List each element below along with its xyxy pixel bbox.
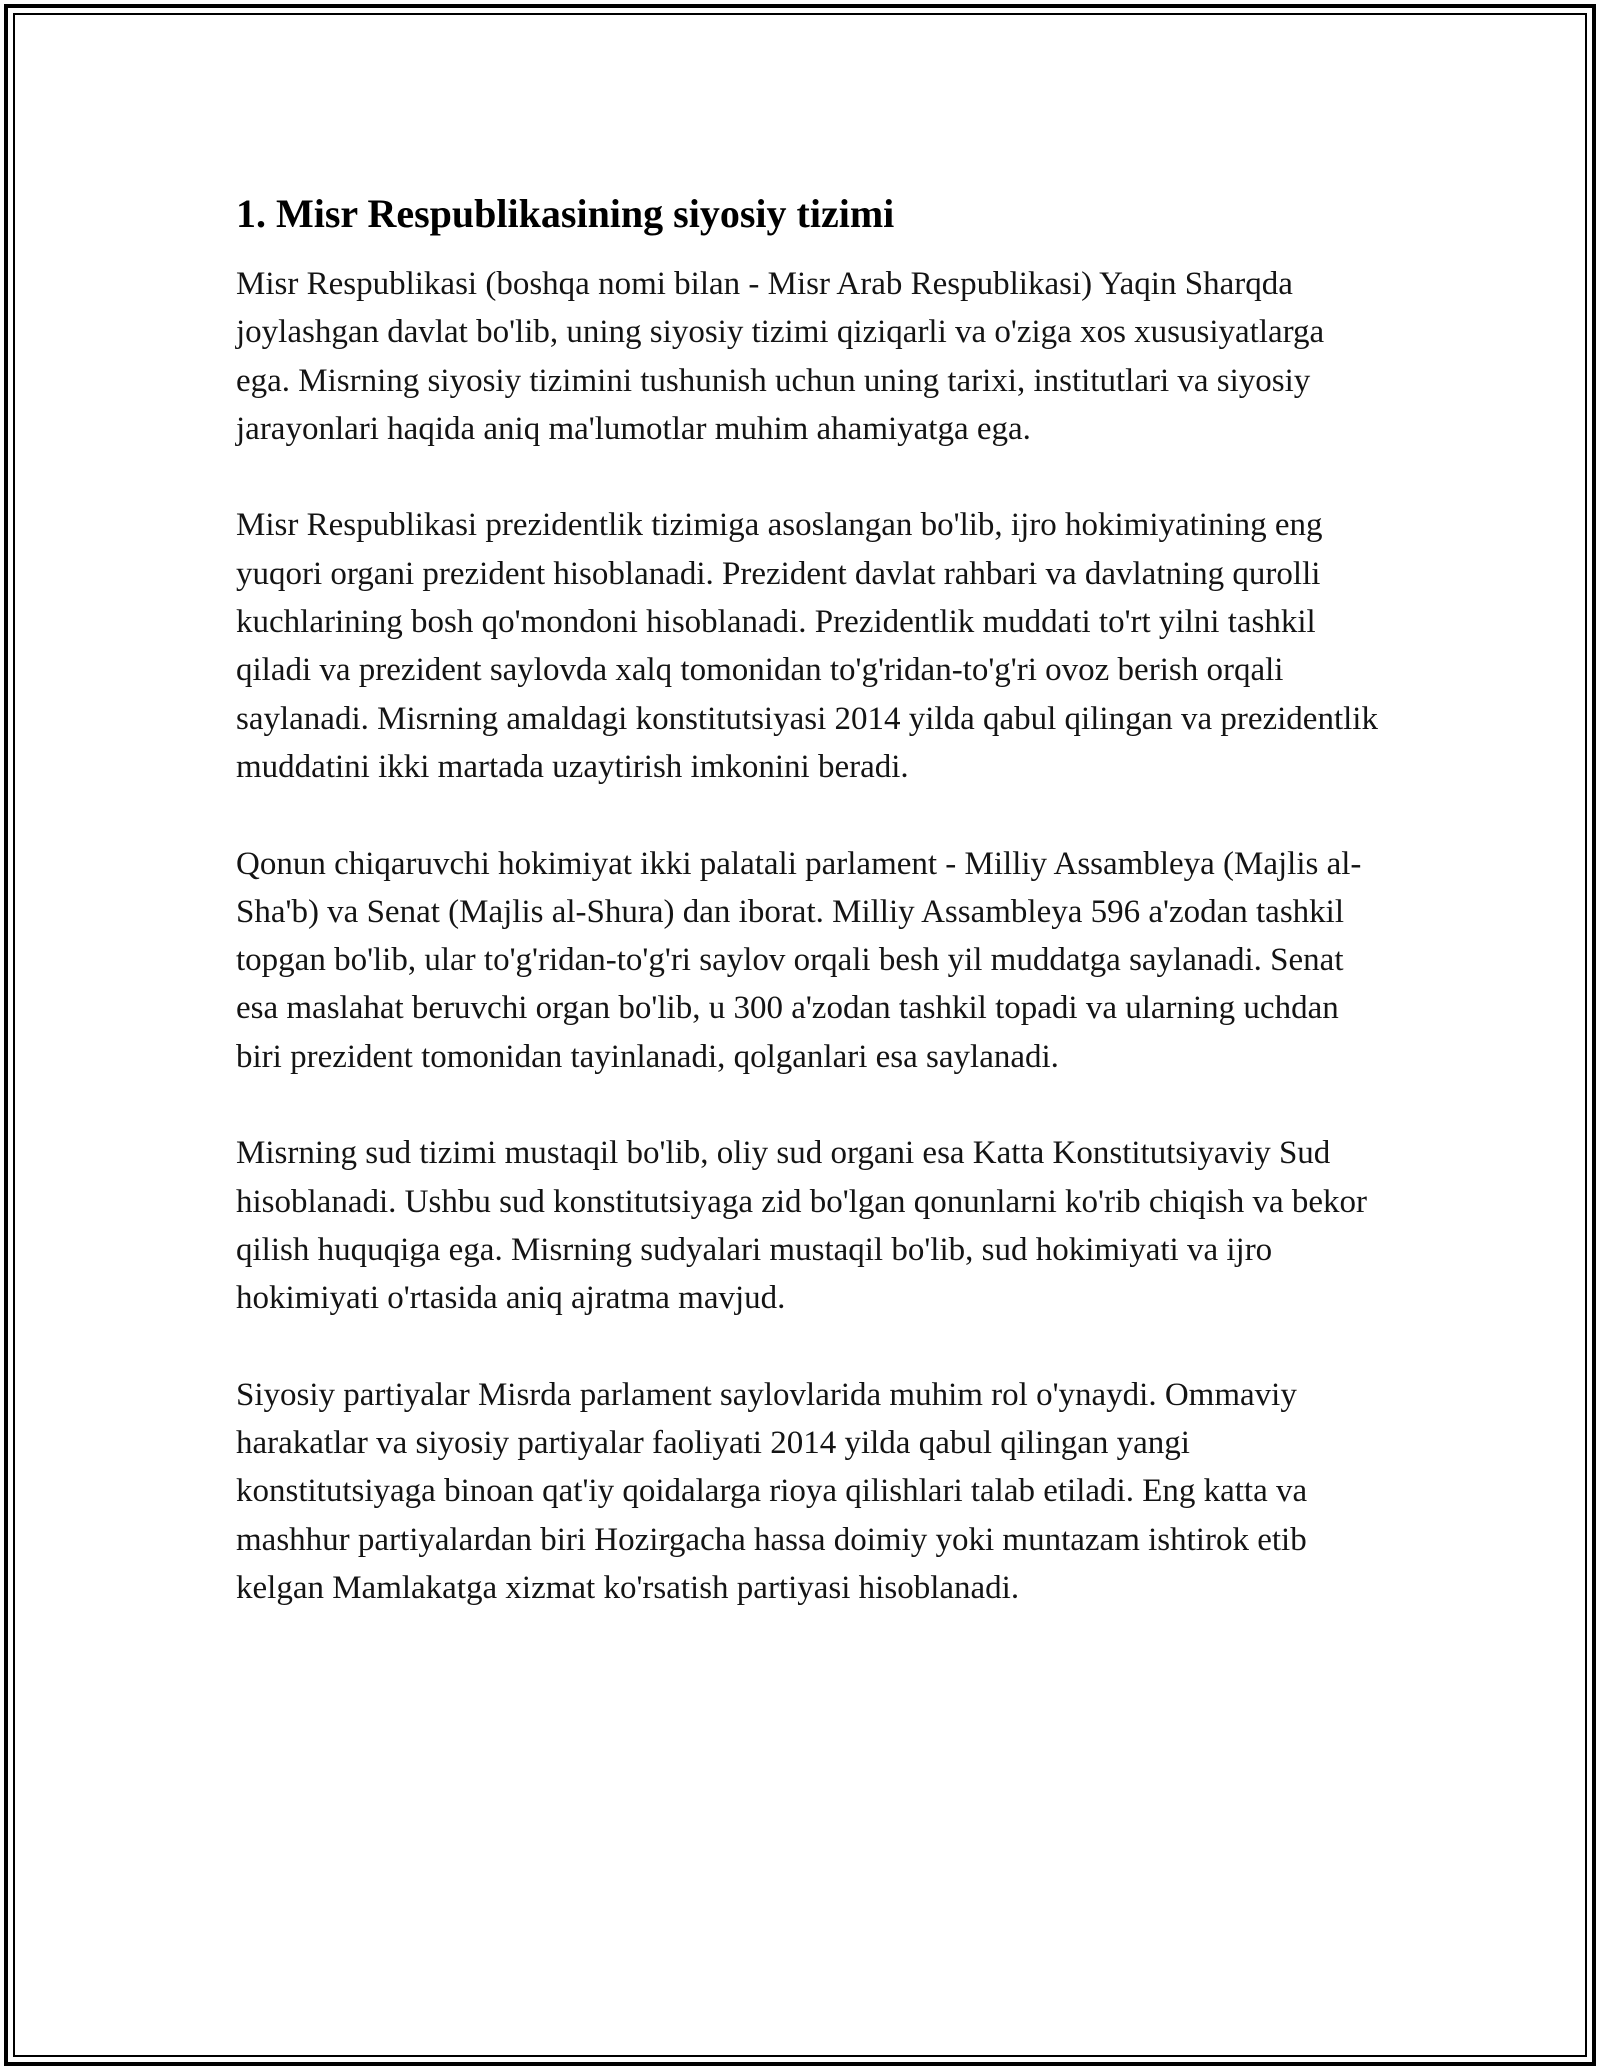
section-title: 1. Misr Respublikasining siyosiy tizimi (236, 191, 895, 236)
paragraph-parties: Siyosiy partiyalar Misrda parlament saylovlarida muhim rol o'ynaydi. Ommaviy harakatlar va siyosiy partiyalar faoliyati 2014 yilda qabul qilingan yangi konstitutsiyaga binoan qat'iy qoidalarga rioya qilishlari talab etiladi. Eng katta va mashhur partiyalardan biri Hozirgacha hassa doimiy yoki muntazam ishtirok etib kelgan Mamlakatga xizmat ko'rsatish partiyasi hisoblanadi. (236, 1376, 1308, 1607)
document-body (236, 186, 1386, 1661)
paragraph-intro: Misr Respublikasi (boshqa nomi bilan - Misr Arab Respublikasi) Yaqin Sharqda joylashgan davlat bo'lib, uning siyosiy tizimi qiziqarli va o'ziga xos xususiyatlarga ega. Misrning siyosiy tizimini tushunish uchun uning tarixi, institutlari va siyosiy jarayonlari haqida aniq ma'lumotlar muhim ahamiyatga ega. (236, 266, 1325, 447)
paragraph-executive: Misr Respublikasi prezidentlik tizimiga asoslangan bo'lib, ijro hokimiyatining eng yuqori organi prezident hisoblanadi. Prezident davlat rahbari va davlatning qurolli kuchlarining bosh qo'mondoni hisoblanadi. Prezidentlik muddati to'rt yilni tashkil qiladi va prezident saylovda xalq tomonidan to'g'ridan-to'g'ri ovoz berish orqali saylanadi. Misrning amaldagi konstitutsiyasi 2014 yilda qabul qilingan va prezidentlik muddatini ikki martada uzaytirish imkonini beradi. (236, 507, 1378, 785)
paragraph-legislative: Qonun chiqaruvchi hokimiyat ikki palatali parlament - Milliy Assambleya (Majlis al-Sha'b) va Senat (Majlis al-Shura) dan iborat. Milliy Assambleya 596 a'zodan tashkil topgan bo'lib, ular to'g'ridan-to'g'ri saylov orqali besh yil muddatga saylanadi. Senat esa maslahat beruvchi organ bo'lib, u 300 a'zodan tashkil topadi va ularning uchdan biri prezident tomonidan tayinlanadi, qolganlari esa saylanadi. (236, 845, 1362, 1075)
paragraph-judicial: Misrning sud tizimi mustaqil bo'lib, oliy sud organi esa Katta Konstitutsiyaviy Sud hisoblanadi. Ushbu sud konstitutsiyaga zid bo'lgan qonunlarni ko'rib chiqish va bekor qilish huquqiga ega. Misrning sudyalari mustaqil bo'lib, sud hokimiyati va ijro hokimiyati o'rtasida aniq ajratma mavjud. (236, 1135, 1367, 1317)
